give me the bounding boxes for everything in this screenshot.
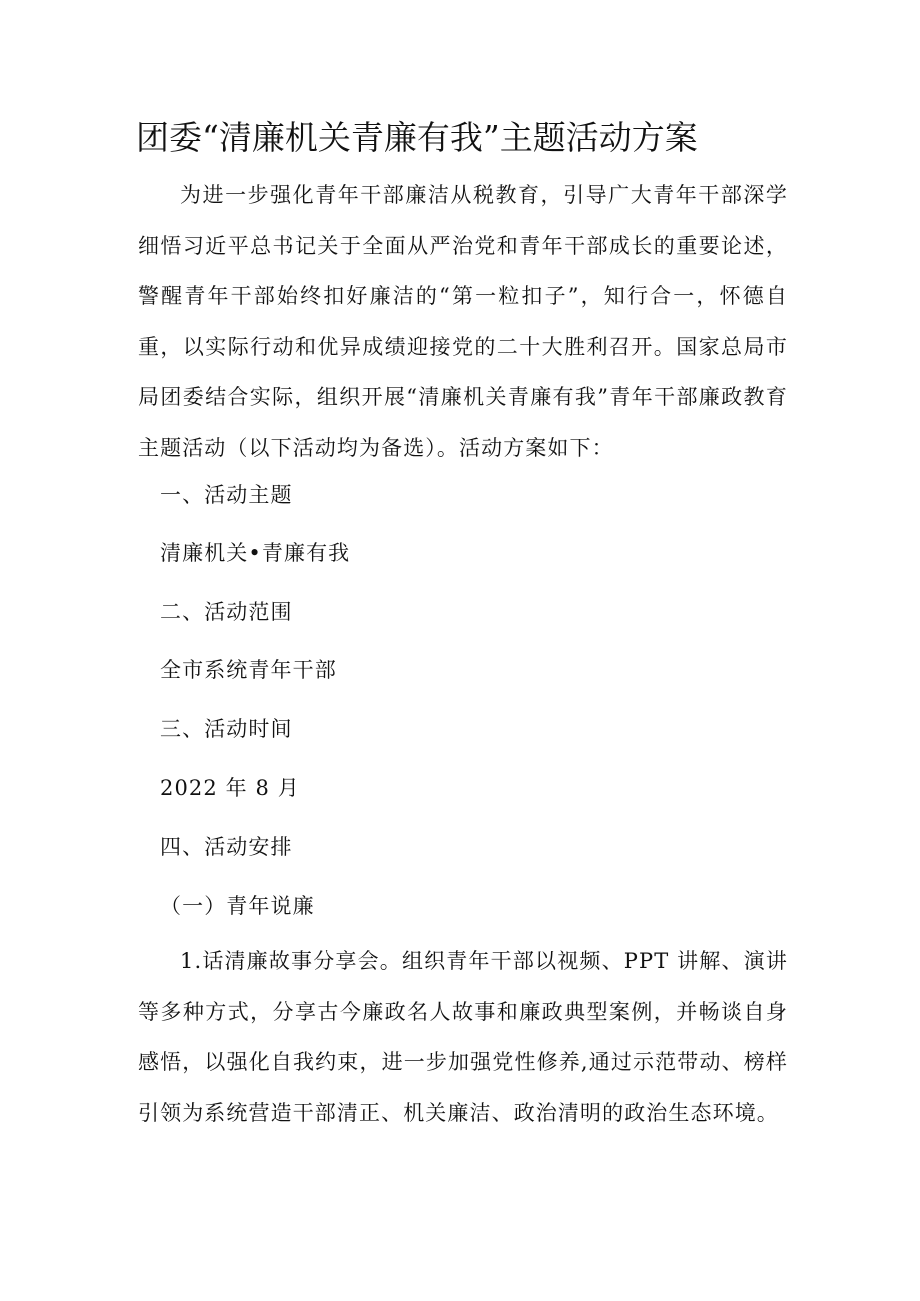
subsection-heading-youth-talk: （一）青年说廉 <box>160 894 315 918</box>
section-text-time: 2022 年 8 月 <box>160 776 300 800</box>
section-text-scope: 全市系统青年干部 <box>160 658 337 682</box>
document-title: 团委“清廉机关青廉有我”主题活动方案 <box>136 118 698 157</box>
section-text-theme: 清廉机关•青廉有我 <box>160 541 351 565</box>
section-heading-time: 三、活动时间 <box>160 717 293 741</box>
intro-paragraph: 为进一步强化青年干部廉洁从税教育，引导广大青年干部深学细悟习近平总书记关于全面从严治党和青年干部成长的重要论述，警醒青年干部始终扣好廉洁的“第一粒扣子”，知行合一，怀德自重，以实际行动和优异成绩迎接党的二十大胜利召开。国家总局市局团委结合实际，组织开展“清廉机关青廉有我”青年干部廉政教育主题活动（以下活动均为备选）。活动方案如下： <box>138 183 788 460</box>
item-paragraph-story-sharing: 1.话清廉故事分享会。组织青年干部以视频、PPT 讲解、演讲等多种方式，分享古今廉政名人故事和廉政典型案例，并畅谈自身感悟，以强化自我约束，进一步加强党性修养,通过示范带动、榜样引领为系统营造干部清正、机关廉洁、政治清明的政治生态环境。 <box>138 949 788 1125</box>
section-heading-arrangement: 四、活动安排 <box>160 835 293 859</box>
section-heading-theme: 一、活动主题 <box>160 483 293 507</box>
section-heading-scope: 二、活动范围 <box>160 600 293 624</box>
